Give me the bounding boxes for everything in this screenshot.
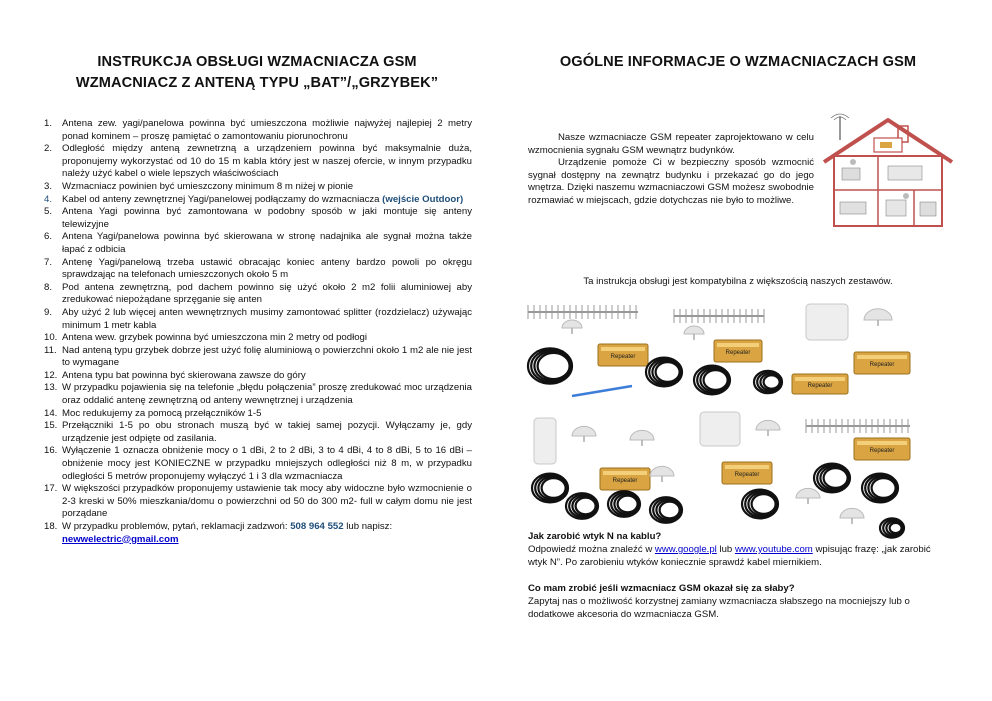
cable-coil-1 xyxy=(528,348,572,383)
google-link[interactable]: www.google.pl xyxy=(654,544,717,555)
repeater-device-4 xyxy=(792,374,848,394)
repeater-device-5 xyxy=(600,468,650,490)
yagi-antenna-3 xyxy=(806,419,910,433)
repeater-device-3 xyxy=(854,352,910,374)
rule-item xyxy=(42,118,472,143)
rule-text: Antena wew. grzybek powinna być umieszczona min 2 metry od podłogi xyxy=(62,332,368,344)
title-line-1: INSTRUKCJA OBSŁUGI WZMACNIACZA GSM xyxy=(97,54,417,70)
rule-number: 17. xyxy=(44,483,58,495)
panel-antenna-1 xyxy=(806,304,848,340)
rule-text: Kabel od anteny zewnętrznej Yagi/panelowej podłączamy do wzmacniacza (wejście Outdoor) xyxy=(62,193,464,205)
rule-item xyxy=(42,332,472,345)
cable-coil-8 xyxy=(650,497,682,523)
rule-item xyxy=(42,521,472,546)
rule-text: Antena zew. yagi/panelowa powinna być umieszczona możliwie najwyżej najlepiej 2 metry ponad kominem – proszę pamiętać o zamontowaniu piorunochronu xyxy=(62,118,472,142)
rule-item xyxy=(42,370,472,383)
intro-text xyxy=(528,132,814,208)
rule-number: 4. xyxy=(44,193,53,205)
rule-number: 16. xyxy=(44,445,58,457)
intro-paragraph-2: Urządzenie pomoże Ci w bezpieczny sposób wzmocnić sygnał dostępny na zewnątrz budynku i przekazać go do jego wnętrza. Dzięki naszemu wzmacniaczowi GSM możesz swobodnie rozmawiać w miejscach, gdzie dotychczas nie było to możliwe. xyxy=(528,157,814,206)
rule-item xyxy=(42,345,472,370)
rule-text: Pod antena zewnętrzną, pod dachem powinno się użyć około 2 m2 folii aluminiowej aby zredukować niepożądane sprzęganie się anten xyxy=(62,281,472,306)
rule-number: 9. xyxy=(44,306,53,318)
rule-item xyxy=(42,445,472,483)
cable-coil-3 xyxy=(694,366,730,395)
cable-coil-9 xyxy=(742,490,778,519)
cable-coil-2 xyxy=(646,358,682,387)
instructions-column xyxy=(42,52,472,546)
phone-number[interactable]: 508 964 552 xyxy=(290,521,344,532)
rule-item xyxy=(42,382,472,407)
ceiling-antenna-4 xyxy=(572,426,596,442)
repeater-label: Repeater xyxy=(807,383,833,389)
cable-coil-5 xyxy=(532,474,568,503)
info-title: OGÓLNE INFORMACJE O WZMACNIACZACH GSM xyxy=(559,54,917,70)
rule-text: Wzmacniacz powinien być umieszczony minimum 8 m niżej w pionie xyxy=(62,180,354,192)
rule-number: 14. xyxy=(44,407,58,419)
yagi-antenna-2 xyxy=(674,309,764,323)
ceiling-antenna-2 xyxy=(562,320,582,334)
ceiling-antenna-3 xyxy=(684,326,704,340)
rule-number: 12. xyxy=(44,369,58,381)
repeater-label: Repeater xyxy=(869,448,895,454)
product-kits-image xyxy=(516,298,918,553)
rule-number: 8. xyxy=(44,281,53,293)
faq-question-1: Jak zarobić wtyk N na kablu? xyxy=(528,531,662,542)
yagi-antenna-1 xyxy=(528,305,638,319)
ceiling-antenna-6 xyxy=(756,420,780,436)
faq-answer-2: Zapytaj nas o możliwość korzystnej zamiany wzmacniacza słabszego na mocniejszy lub o dodatkowe akcesoria do wzmacniacza GSM. xyxy=(528,596,910,620)
rule-item xyxy=(42,181,472,194)
rule-item xyxy=(42,231,472,256)
rule-text: W przypadku pojawienia się na telefonie „błędu połączenia” proszę zredukować moc urządzenia oraz oddalić antenę zewnętrzną od anteny wewnętrznej i urządzenia xyxy=(62,382,472,407)
rule-text: Aby użyć 2 lub więcej anten wewnętrznych musimy zamontować splitter (rozdzielacz) używając minimum 1 metr kabla xyxy=(62,306,472,331)
whip-antenna xyxy=(572,386,632,396)
intro-paragraph-1: Nasze wzmacniacze GSM repeater zaprojektowano w celu wzmocnienia sygnału GSM wewnątrz budynków. xyxy=(528,132,814,156)
cable-coil-4 xyxy=(754,371,782,393)
rule-item xyxy=(42,420,472,445)
rule-text: Moc redukujemy za pomocą przełączników 1-5 xyxy=(62,407,262,419)
rule-item xyxy=(42,143,472,181)
rule-number: 13. xyxy=(44,382,58,394)
rule-item xyxy=(42,194,472,207)
repeater-device-1 xyxy=(598,344,648,366)
rule-item xyxy=(42,282,472,307)
rules-list xyxy=(42,118,472,546)
repeater-label: Repeater xyxy=(612,478,638,484)
rule-number: 6. xyxy=(44,231,53,243)
rule-number: 7. xyxy=(44,256,53,268)
faq-question-2: Co mam zrobić jeśli wzmacniacz GSM okazał się za słaby? xyxy=(528,583,795,594)
cable-coil-11 xyxy=(862,474,898,503)
rule-number: 5. xyxy=(44,206,53,218)
rule-item xyxy=(42,307,472,332)
outdoor-input-note: (wejście Outdoor) xyxy=(382,193,464,205)
cable-coil-6 xyxy=(566,493,598,519)
ceiling-antenna-5 xyxy=(630,430,654,446)
youtube-link[interactable]: www.youtube.com xyxy=(734,544,813,555)
repeater-label: Repeater xyxy=(610,354,636,360)
rule-text: Antena Yagi powinna być zamontowana w podobny sposób w jaki montuje się anteny telewizyjne xyxy=(62,206,472,230)
repeater-label: Repeater xyxy=(869,362,895,368)
repeater-device-2 xyxy=(714,340,762,362)
rule-text: W przypadku problemów, pytań, reklamacji zadzwoń: 508 964 552 lub napisz: newwelectric@gmail.com xyxy=(62,521,393,545)
rule-text: Antena Yagi/panelowa powinna być skierowana w stronę nadajnika ale sygnał można także łapać z odbicia xyxy=(62,231,472,255)
rule-number: 10. xyxy=(44,332,58,344)
rule-text: Wyłączenie 1 oznacza obniżenie mocy o 1 dBi, 2 to 2 dBi, 3 to 4 dBi, 4 to 8 dBi, 5 to 16 dBi – obniżenie mocy jest KONIECZNE w przypadku mniejszych odległości niż 8 m, w przypadku odległości 5 metrów proponujemy wyłączyć 1 i 3 dla wzmacniacza xyxy=(62,445,472,482)
ceiling-antenna-7 xyxy=(650,466,674,482)
email-link[interactable]: newwelectric@gmail.com xyxy=(62,533,179,545)
repeater-device-6 xyxy=(722,462,772,484)
rule-item xyxy=(42,257,472,282)
rule-number: 18. xyxy=(44,521,58,532)
cable-coil-10 xyxy=(814,464,850,493)
instructions-title xyxy=(42,52,472,94)
panel-antenna-2 xyxy=(534,418,556,464)
rule-text: W większości przypadków proponujemy ustawienie tak mocy aby widoczne było wzmocnienie o 2-3 kreski w 50% mieszkania/domu o powierzchni od 50 do 300 m2- full w całym domu nie jest porządane xyxy=(62,483,472,520)
repeater-device-7 xyxy=(854,438,910,460)
rule-number: 2. xyxy=(44,143,53,155)
rule-text: Antena typu bat powinna być skierowana zawsze do góry xyxy=(62,369,306,381)
rule-item xyxy=(42,206,472,231)
repeater-label: Repeater xyxy=(734,472,760,478)
faq-answer-1: Odpowiedź można znaleźć w www.google.pl lub www.youtube.com wpisując frazę: „jak zarobić wtyk N”. Po zarobieniu wtyków koniecznie sprawdź kabel miernikiem. xyxy=(528,544,931,568)
ceiling-antenna-1 xyxy=(864,309,892,326)
faq-section xyxy=(528,530,948,634)
rule-number: 11. xyxy=(44,344,57,356)
antenna-icon xyxy=(831,114,849,140)
ceiling-antenna-8 xyxy=(796,488,820,504)
ceiling-antenna-9 xyxy=(840,508,864,524)
compatibility-note: Ta instrukcja obsługi jest kompatybilna z większością naszych zestawów. xyxy=(583,276,893,287)
rule-text: Przełączniki 1-5 po obu stronach muszą być w takiej samej pozycji. Wyłączamy je, gdy urządzenie jest odpięte od zasilania. xyxy=(62,420,472,444)
title-line-2: WZMACNIACZ Z ANTENĄ TYPU „BAT”/„GRZYBEK” xyxy=(75,75,439,91)
house-illustration xyxy=(818,110,958,230)
info-column xyxy=(528,52,948,620)
panel-antenna-3 xyxy=(700,412,740,446)
repeater-label: Repeater xyxy=(725,350,751,356)
rule-number: 1. xyxy=(44,118,53,129)
rule-text: Antenę Yagi/panelową trzeba ustawić obracając koniec anteny bardzo powoli po okręgu sprawdzając na telefonach umieszczonych około 5 m xyxy=(62,256,472,281)
rule-item xyxy=(42,483,472,521)
rule-number: 3. xyxy=(44,180,53,192)
rule-text: Nad anteną typu grzybek dobrze jest użyć folię aluminiową o powierzchni około 1 m2 ale nie jest to wymagane xyxy=(62,344,472,369)
rule-text: Odległość między anteną zewnetrzną a urządzeniem powinna być maksymalnie duża, proponujemy wykorzystać od 10 do 15 m kabla który jest w naszej ofercie, w innym przypadku należy użyć kabel o wiele lepszych właściwościach xyxy=(62,143,472,180)
rule-number: 15. xyxy=(44,420,58,432)
cable-coil-7 xyxy=(608,491,640,517)
rule-item xyxy=(42,408,472,421)
